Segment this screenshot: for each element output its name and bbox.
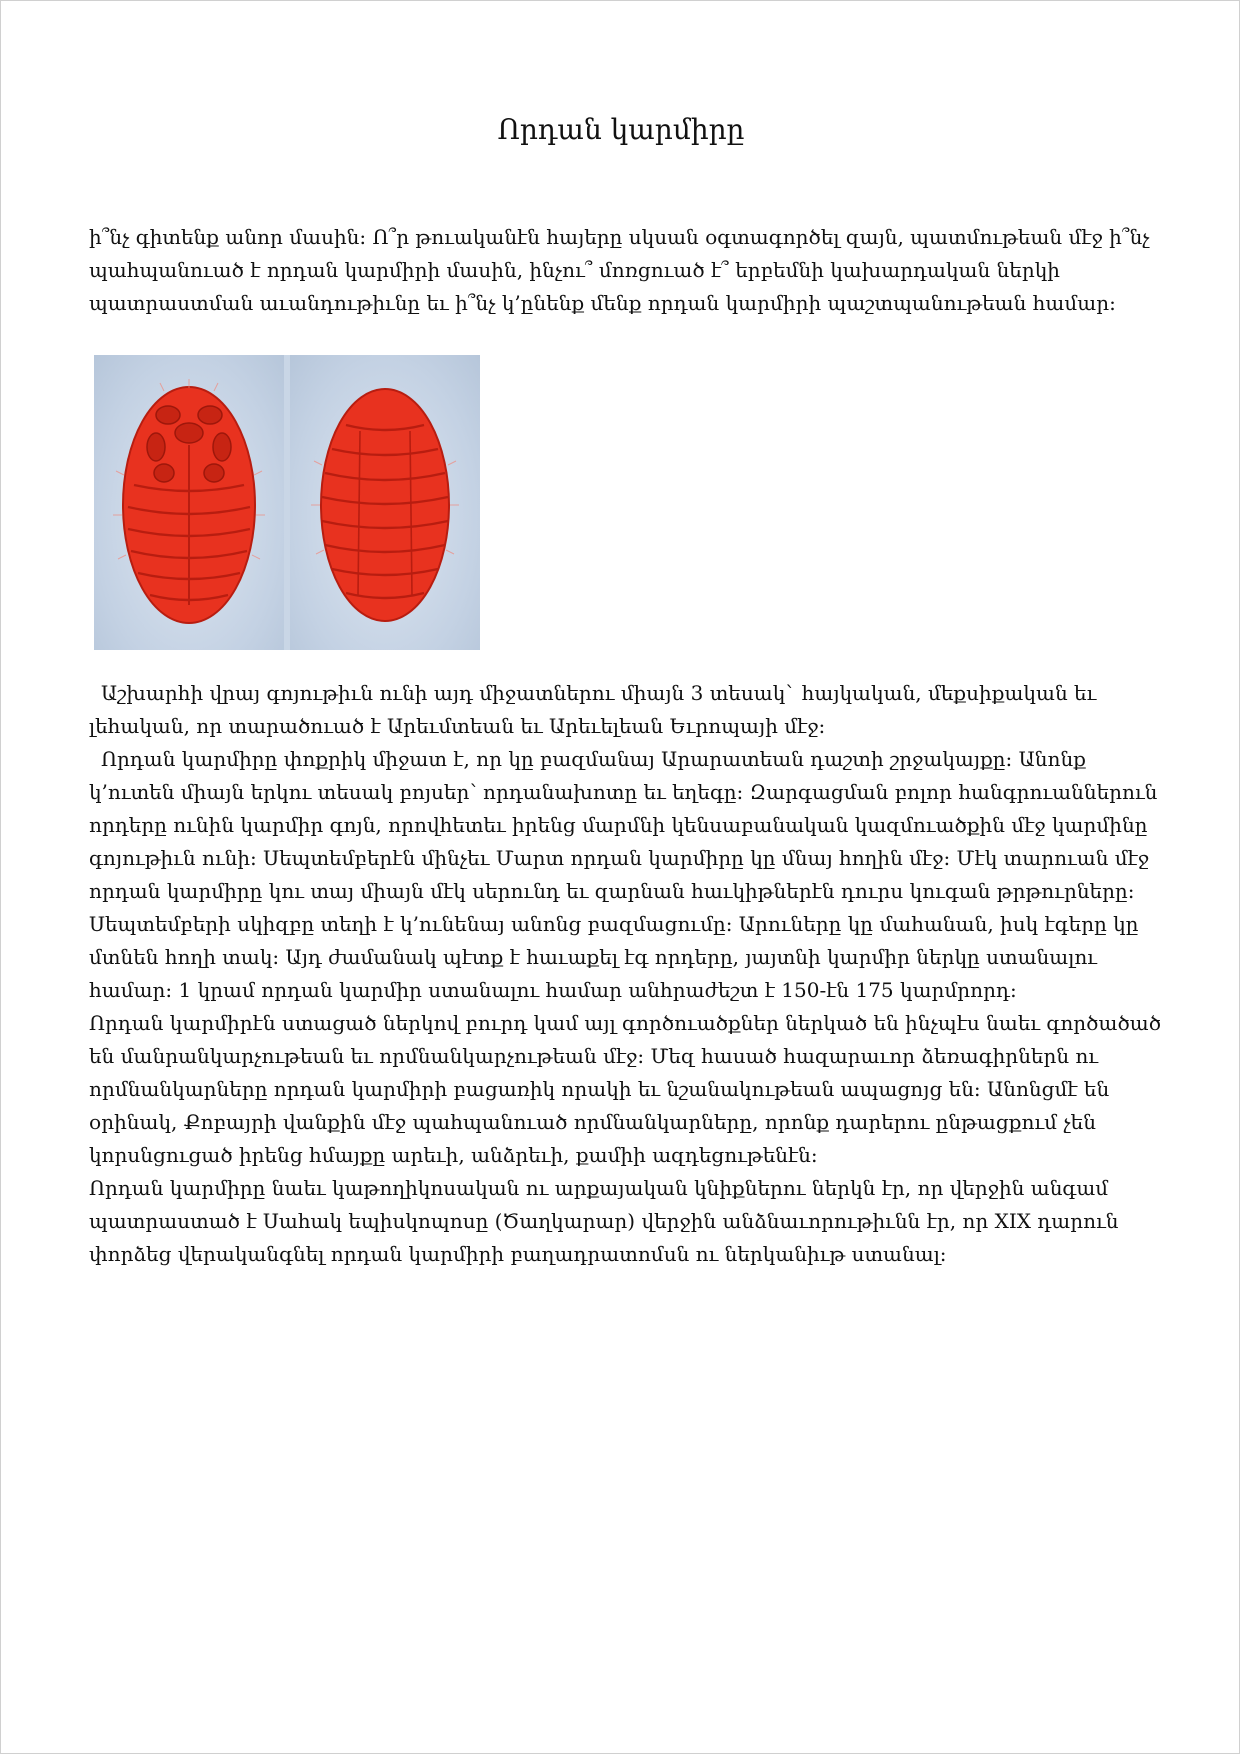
paragraph-usage: Որդան կարմիրէն ստացած ներկով բուրդ կամ այլ գործուածքներ ներկած են ինչպէս նաեւ գործածած են մանրանկարչութեան եւ որմնանկարչութեան մէջ: Մեզ հասած հազարաւոր ձեռագիրներն ու որմնանկարները որդան կարմիրի բացառիկ որակի եւ նշանակութեան ապացոյց են: Անոնցմէ են օրինակ, Քոբայրի վանքին մէջ պահպանուած որմնանկարները, որոնք դարերու ընթացքում չեն կորսնցուցած իրենց հմայքը արեւի, անձրեւի, քամիի ազդեցութենէն:: [89, 1011, 1161, 1167]
body-text: [89, 677, 1169, 1271]
paragraph-history: Որդան կարմիրը նաեւ կաթողիկոսական ու արքայական կնիքներու ներկն էր, որ վերջին անգամ պատրաստած է Սահակ եպիսկոպոսը (Ծաղկարար) վերջին անձնաւորութիւնն էր, որ XIX դարուն փորձեց վերականգնել որդան կարմիրի բաղադրատոմսն ու ներկանիւթ ստանալ:: [89, 1176, 1119, 1266]
insect-ventral-drawing: [94, 355, 284, 650]
paragraph-life-cycle: Որդան կարմիրը փոքրիկ միջատ է, որ կը բազմանայ Արարատեան դաշտի շրջակայքը: Անոնք կ’ուտեն միայն երկու տեսակ բոյսեր՝ որդանախոտը եւ եղեգը: Զարգացման բոլոր հանգրուաններուն որդերը ունին կարմիր գոյն, որովհետեւ իրենց մարմնի կենսաբանական կազմուածքին մէջ կարմինը գոյութիւն ունի: Սեպտեմբերէն մինչեւ Մարտ որդան կարմիրը կը մնայ հողին մէջ: Մէկ տարուան մէջ որդան կարմիրը կու տայ միայն մէկ սերունդ եւ զարնան հաւկիթներէն դուրս կուգան թրթուրները: Սեպտեմբերի սկիզբը տեղի է կ’ունենայ անոնց բազմացումը: Արուները կը մահանան, իսկ էգերը կը մտնեն հողի տակ: Այդ ժամանակ պէտք է հաւաքել էգ որդերը, յայտնի կարմիր ներկը ստանալու համար: 1 կրամ որդան կարմիր ստանալու համար անհրաժեշտ է 150-էն 175 կարմրորդ:: [89, 747, 1158, 1002]
paragraph-species: Աշխարհի վրայ գոյութիւն ունի այդ միջատներու միայն 3 տեսակ` հայկական, մեքսիքական եւ լեհական, որ տարածուած է Արեւմտեան եւ Արեւելեան Եւրոպայի մէջ:: [89, 681, 1097, 738]
insect-ventral-view: [94, 355, 284, 650]
page-title: Որդան կարմիրը: [497, 113, 745, 146]
insect-dorsal-view: [290, 355, 480, 650]
intro-paragraph: ի՞նչ գիտենք անոր մասին: Ո՞ր թուականէն հայերը սկսան օգտագործել զայն, պատմութեան մէջ ի՞նչ պահպանուած է որդան կարմիրի մասին, ինչու՞ մոռցուած է՞ երբեմնի կախարդական ներկի պատրաստման աւանդութիւնը եւ ի՞նչ կ’ընենք մենք որդան կարմիրի պաշտպանութեան համար:: [89, 225, 1150, 315]
insect-dorsal-drawing: [290, 355, 480, 650]
cochineal-insect-photo: [94, 355, 480, 650]
